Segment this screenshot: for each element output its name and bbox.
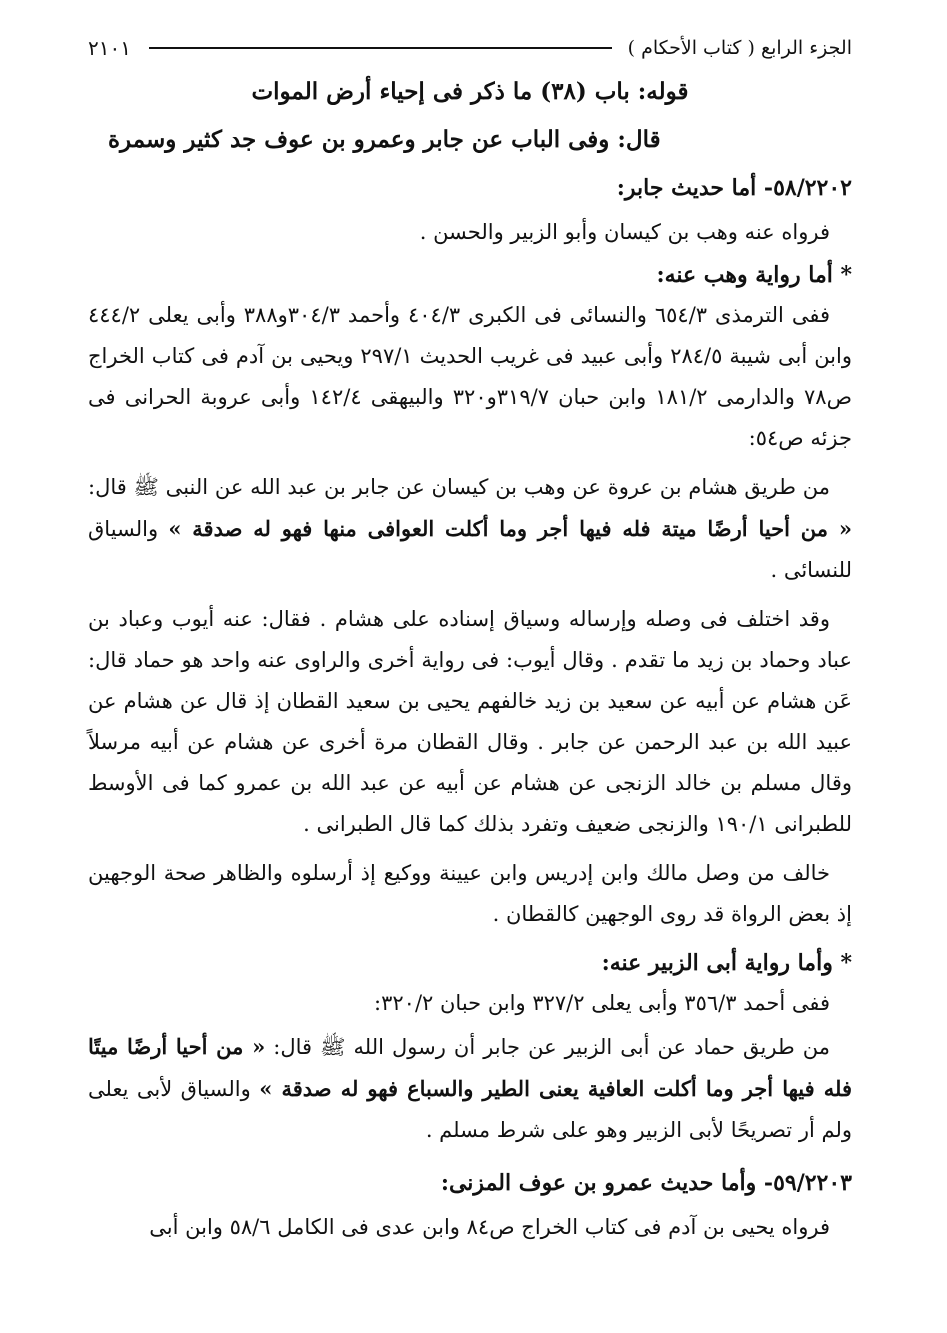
header-title: الجزء الرابع ( كتاب الأحكام ) [627,37,852,59]
wahb-heading: * أما رواية وهب عنه: [656,262,852,288]
hadith-2-heading: ٥٩/٢٢٠٣- وأما حديث عمرو بن عوف المزنى: [440,1170,852,1196]
chapter-subtitle: قال: وفى الباب عن جابر وعمرو بن عوف جد كثير وسمرة [108,126,661,153]
header-rule [149,47,612,49]
wahb-chain-pre: من طريق هشام بن عروة عن وهب بن كيسان عن جابر بن عبد الله عن النبى ﷺ قال: [88,475,830,499]
zubair-chain-pre: من طريق حماد عن أبى الزبير عن جابر أن رسول الله ﷺ قال: [273,1035,830,1059]
wahb-chain-post: والسياق للنسائى . [88,517,852,582]
wahb-sources: ففى الترمذى ٦٥٤/٣ والنسائى فى الكبرى ٤٠٤/٣ وأحمد ٣٠٤/٣و٣٨٨ وأبى يعلى ٤٤٤/٢ وابن أبى شيبة ٢٨٤/٥ وأبى عبيد فى غريب الحديث ٢٩٧/١ ويحيى بن آدم فى كتاب الخراج ص٧٨ والدارمى ١٨١/٢ وابن حبان ٣١٩/٧و٣٢٠ والبيهقى ١٤٢/٤ وأبى عروبة الحرانى فى جزئه ص٥٤: [88,303,852,450]
hadith-1-intro: فرواه عنه وهب بن كيسان وأبو الزبير والحسن . [419,220,830,244]
running-header [88,28,852,68]
ikhtilaf-paragraph: وقد اختلف فى وصله وإرساله وسياق إسناده على هشام . فقال: عنه أيوب وعباد بن عباد وحماد بن زيد ما تقدم . وقال أيوب: فى رواية أخرى والراوى عنه واحد هو حماد قال: عَن هشام عن أبيه عن سعيد بن زيد خالفهم يحيى بن سعيد القطان إذ قال عن هشام عن عبيد الله بن عبد الرحمن عن جابر . وقال القطان مرة أخرى عن هشام عن أبيه مرسلاً وقال مسلم بن خالد الزنجى عن هشام عن أبيه عن عبد الله بن عمرو كما فى الأوسط للطبرانى ١٩٠/١ والزنجى ضعيف وتفرد بذلك كما قال الطبرانى . [88,607,852,836]
chapter-title: قوله: باب (٣٨) ما ذكر فى إحياء أرض الموات [251,78,689,105]
zubair-chain-paragraph [88,1026,852,1151]
zubair-hadith-text: « من أحيا أرضًا ميتًا فله فيها أجر وما أكلت العافية يعنى الطير والسباع فهو له صدقة » [88,1034,852,1101]
wahb-chain-paragraph [88,467,852,591]
zubair-sources: ففى أحمد ٣٥٦/٣ وأبى يعلى ٣٢٧/٢ وابن حبان ٣٢٠/٢: [374,991,830,1015]
khalaf-paragraph: خالف من وصل مالك وابن إدريس وابن عيينة ووكيع إذ أرسلوه والظاهر صحة الوجهين إذ بعض الرواة قد روى الوجهين كالقطان . [88,861,852,926]
zubair-chain-post: والسياق لأبى يعلى ولم أر تصريحًا لأبى الزبير وهو على شرط مسلم . [88,1077,852,1142]
wahb-hadith-text: « من أحيا أرضًا ميتة فله فيها أجر وما أكلت العوافى منها فهو له صدقة » [168,516,852,541]
hadith-1-heading: ٥٨/٢٢٠٢- أما حديث جابر: [616,175,852,201]
zubair-heading: * وأما رواية أبى الزبير عنه: [601,950,852,976]
hadith-2-intro: فرواه يحيى بن آدم فى كتاب الخراج ص٨٤ وابن عدى فى الكامل ٥٨/٦ وابن أبى [149,1215,830,1239]
page-number: ٢١٠١ [88,36,131,60]
